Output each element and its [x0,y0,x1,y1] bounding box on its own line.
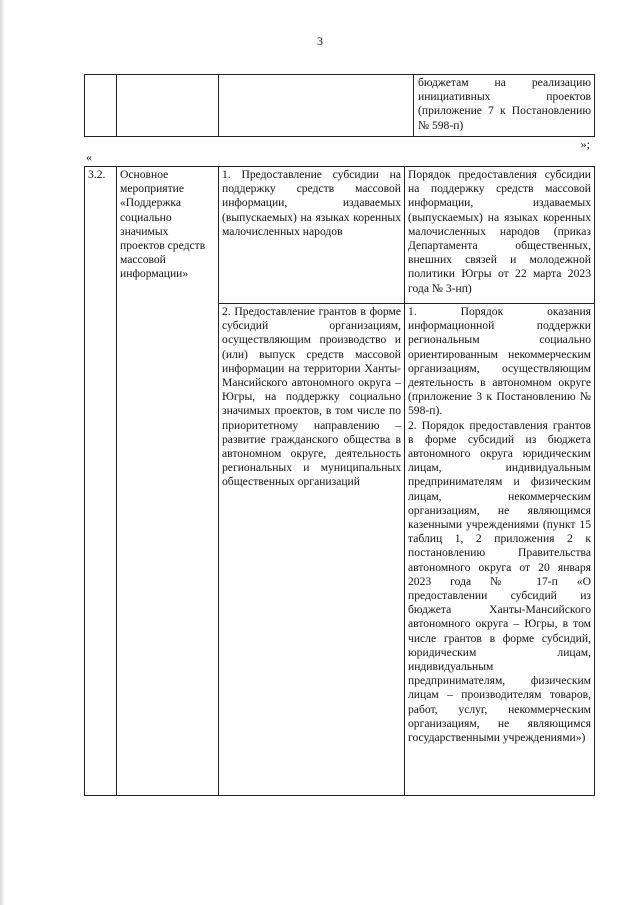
opening-quote: « [86,150,92,164]
table-cell [219,75,414,137]
closing-quote: »; [580,137,590,151]
scan-edge [0,0,5,905]
table-row [85,75,595,137]
continued-table [84,74,595,137]
table-cell [85,75,117,137]
table-cell-procedure: бюджетам на реализацию инициативных проектов (приложение 7 к Постановлению № 598-п) [414,75,595,137]
table-row [85,167,595,304]
measure-cell: Основное мероприятие «Поддержка социально значимых проектов средств массовой информации» [117,167,219,796]
page-number: 3 [317,34,323,48]
row-number-cell: 3.2. [85,167,117,796]
table-cell [117,75,219,137]
direction-cell: 1. Предоставление субсидии на поддержку средств массовой информации, издаваемых (выпускаемых) на языках коренных малочисленных народов [219,167,405,304]
procedure-cell: 1. Порядок оказания информационной поддержки региональным социально ориентированным некоммерческим организациям, осуществляющим деятельность в автономном округе (приложение 3 к Постановлению № 598-п). 2. Порядок предоставления грантов в форме субсидий из бюджета автономного округа юридическим лицам, индивидуальным предпринимателям и физическим лицам, некоммерческим организациям, не являющимся казенными учреждениями (пункт 15 таблиц 1, 2 приложения 2 к постановлению Правительства автономного округа от 20 января 2023 года № 17-п «О предоставлении субсидий из бюджета Ханты-Мансийского автономного округа – Югры, в том числе грантов в форме субсидий, юридическим лицам, индивидуальным предпринимателям, физическим лицам – производителям товаров, работ, услуг, некоммерческим организациям, не являющимся государственными учреждениями») [405,304,595,796]
procedure-cell: Порядок предоставления субсидии на поддержку средств массовой информации, издаваемых (выпускаемых) на языках коренных малочисленных народов (приказ Департамента общественных, внешних связей и молодежной политики Югры от 22 марта 2023 года № 3-нп) [405,167,595,304]
direction-cell: 2. Предоставление грантов в форме субсидий организациям, осуществляющим производство и (или) выпуск средств массовой информации на территории Ханты-Мансийского автономного округа – Югры, на поддержку социально значимых проектов, в том числе по приоритетному направлению – развитие гражданского общества в автономном округе, деятельность региональных и муниципальных общественных организаций [219,304,405,796]
measures-table [84,166,595,796]
